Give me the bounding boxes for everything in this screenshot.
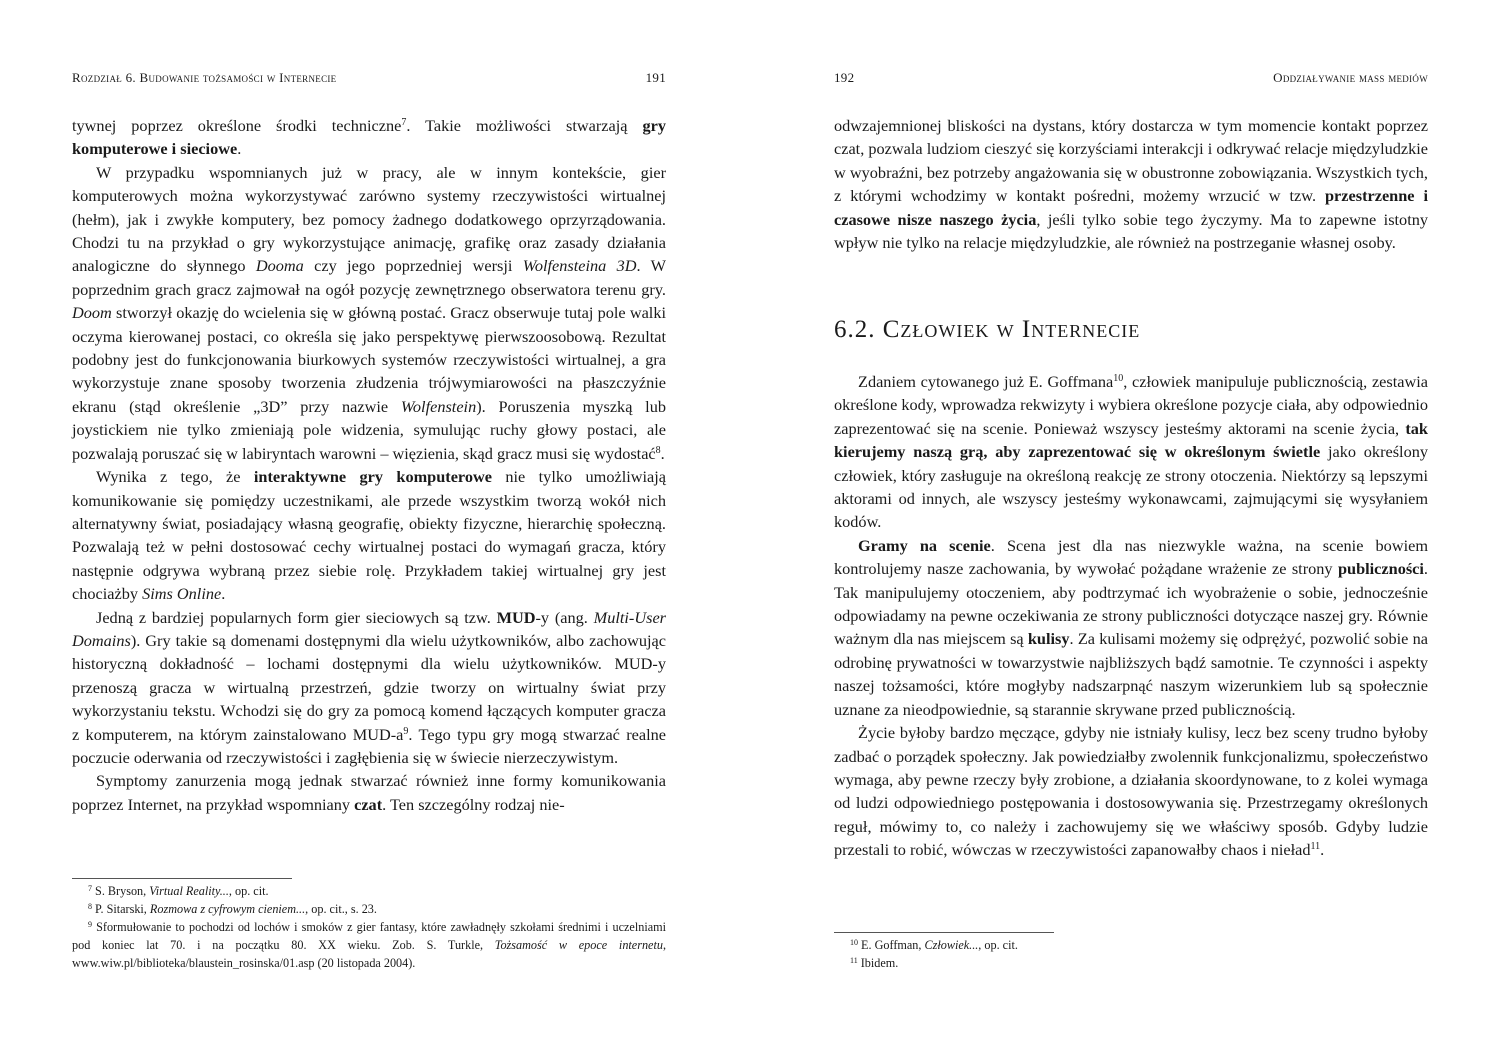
footnote-rule (834, 932, 1054, 933)
paragraph: W przypadku wspomnianych już w pracy, ale w innym kontekście, gier komputerowych można wykorzystywać zarówno systemy rzeczywistości wirtualnej (hełm), jak i zwykłe komputery, bez pomocy żadnego dodatkowego oprzyrządowania. Chodzi tu na przykład o gry wykorzystujące animację, grafikę oraz zasady działania analogiczne do słynnego Dooma czy jego poprzedniej wersji Wolfensteina 3D. W poprzednim grach gracz zajmował na ogół pozycję zewnętrznego obserwatora terenu gry. Doom stworzył okazję do wcielenia się w główną postać. Gracz obserwuje tutaj pole walki oczyma kierowanej postaci, co określa się jako perspektywę pierwszoosobową. Rezultat podobny jest do funkcjonowania biurkowych systemów rzeczywistości wirtualnej, a gra wykorzystuje znane sposoby tworzenia złudzenia trójwymiarowości na płaszczyźnie ekranu (stąd określenie „3D” przy nazwie Wolfenstein). Poruszenia myszką lub joystickiem nie tylko zmieniają pole widzenia, symulując ruchy głowy postaci, ale pozwalają poruszać się w labiryntach warowni – więzienia, skąd gracz musi się wydostać$^8$. (72, 162, 666, 463)
page-number: 191 (645, 70, 666, 85)
left-page (72, 0, 666, 1061)
footnote-rule (72, 878, 292, 879)
footnote: $^7$ S. Bryson, Virtual Reality..., op. cit. (88, 884, 269, 898)
chapter-title: Rozdział 6. Budowanie tożsamości w Internecie (72, 70, 337, 85)
paragraph: Gramy na scenie. Scena jest dla nas niezwykle ważna, na scenie bowiem kontrolujemy nasze zachowania, by wywołać pożądane wrażenie ze strony publiczności. Tak manipulujemy otoczeniem, aby podtrzymać ich wyobrażenie o sobie, jednocześnie odpowiadamy na pewne oczekiwania ze strony publiczności dotyczące naszej gry. Równie ważnym dla nas miejscem są kulisy. Za kulisami możemy się odprężyć, pozwolić sobie na odrobinę prywatności w towarzystwie najbliższych bądź samotnie. Te czynności i aspekty naszej tożsamości, które mogłyby nadszarpnąć naszym wizerunkiem lub są społecznie uznane za nieodpowiednie, są starannie skrywane przed publicznością. (834, 535, 1428, 719)
paragraph: Wynika z tego, że interaktywne gry komputerowe nie tylko umożliwiają komunikowanie się pomiędzy uczestnikami, ale przede wszystkim tworzą wokół nich alternatywny świat, posiadający własną geografię, obiekty fizyczne, hierarchię społeczną. Pozwalają też w pełni dostosować cechy wirtualnej postaci do wymagań gracza, który następnie odgrywa wybraną przez siebie rolę. Przykładem takiej wirtualnej gry jest chociażby Sims Online. (72, 467, 666, 604)
right-page (834, 0, 1428, 1061)
footnote-ref[interactable]: 11 (1310, 841, 1321, 853)
footnotes (834, 936, 1428, 972)
footnote: $^{10}$ E. Goffman, Człowiek..., op. cit. (850, 938, 1018, 952)
footnote-ref[interactable]: 7 (401, 117, 407, 128)
footnote: $^8$ P. Sitarski, Rozmowa z cyfrowym cieniem..., op. cit., s. 23. (88, 902, 377, 916)
paragraph: Życie byłoby bardzo męczące, gdyby nie istniały kulisy, lecz bez sceny trudno byłoby zadbać o porządek społeczny. Jak powiedziałby zwolennik funkcjonalizmu, społeczeństwo wymaga, aby pewne rzeczy były zrobione, a działania skoordynowane, to z kolei wymaga od ludzi odpowiedniego postępowania i dostosowywania się. Przestrzegamy określonych reguł, mówimy to, co należy i zachowujemy się we właściwy sposób. Gdyby ludzie przestali to robić, wówczas w rzeczywistości zapanowałby chaos i nieład$^{11}$. (834, 723, 1428, 860)
footnote-ref[interactable]: 8 (655, 444, 661, 456)
paragraph: tywnej poprzez określone środki techniczne$^7$. Takie możliwości stwarzają gry komputerowe i sieciowe. (72, 116, 666, 159)
paragraph: Jedną z bardziej popularnych form gier sieciowych są tzw. MUD-y (ang. Multi-User Domains). Gry takie są domenami dostępnymi dla wielu użytkowników, albo zachowując historyczną dokładność – lochami dostępnymi dla wielu użytkowników. MUD-y przenoszą gracza w wirtualną przestrzeń, gdzie tworzy on wirtualny świat przy wykorzystaniu tekstu. Wchodzi się do gry za pomocą komend łączących komputer gracza z komputerem, na którym zainstalowano MUD-$a^9$. Tego typu gry mogą stwarzać realne poczucie oderwania od rzeczywistości i zagłębienia się w świecie nierzeczywistym. (72, 607, 667, 767)
paragraph: Symptomy zanurzenia mogą jednak stwarzać również inne formy komunikowania poprzez Internet, na przykład wspomniany czat. Ten szczególny rodzaj nie- (72, 771, 666, 814)
running-head (72, 70, 666, 90)
footnote: $^{11}$ Ibidem. (850, 956, 899, 970)
footnote-ref[interactable]: 10 (1113, 373, 1124, 384)
footnote-ref[interactable]: 9 (403, 725, 409, 737)
running-head (834, 70, 1428, 90)
page-number: 192 (834, 70, 855, 85)
footnotes (72, 882, 666, 972)
body-text (834, 114, 1428, 254)
book-title: Oddziaływanie mass mediów (1273, 70, 1428, 85)
footnote: $^9$ Sformułowanie to pochodzi od lochów i smoków z gier fantasy, które zawładnęły szkołami średnimi i uczelniami pod koniec lat 70. i na początku 80. XX wieku. Zob. S. Turkle, Tożsamość w epoce internetu, www.wiw.pl/biblioteka/blaustein_rosinska/01.asp (20 listopada 2004). (72, 920, 666, 970)
paragraph: odwzajemnionej bliskości na dystans, który dostarcza w tym momencie kontakt poprzez czat, pozwala ludziom cieszyć się korzyściami interakcji i odkrywać relacje międzyludzkie w wyobraźni, bez potrzeby angażowania się w obustronne zobowiązania. Wszystkich tych, z którymi wchodzimy w kontakt pośredni, możemy wrzucić w tzw. przestrzenne i czasowe nisze naszego życia, jeśli tylko sobie tego życzymy. Ma to zapewne istotny wpływ nie tylko na relacje międzyludzkie, ale również na postrzeganie własnej osoby. (834, 116, 1429, 253)
paragraph: Zdaniem cytowanego już E. Goffmana$^{10}$, człowiek manipuluje publicznością, zestawia określone kody, wprowadza rekwizyty i wybiera określone pozycje ciała, aby odpowiednio zaprezentować się na scenie. Ponieważ wszyscy jesteśmy aktorami na scenie życia, tak kierujemy naszą grą, aby zaprezentować się w określonym świetle jako określony człowiek, który zasługuje na określoną reakcję ze strony otoczenia. Niektórzy są lepszymi aktorami od innych, ale wszyscy jesteśmy wykonawcami, zajmującymi się wysyłaniem kodów. (834, 372, 1428, 532)
body-text (72, 114, 666, 816)
body-text (834, 370, 1428, 862)
section-heading: 6.2. Człowiek w Internecie (834, 316, 1141, 343)
